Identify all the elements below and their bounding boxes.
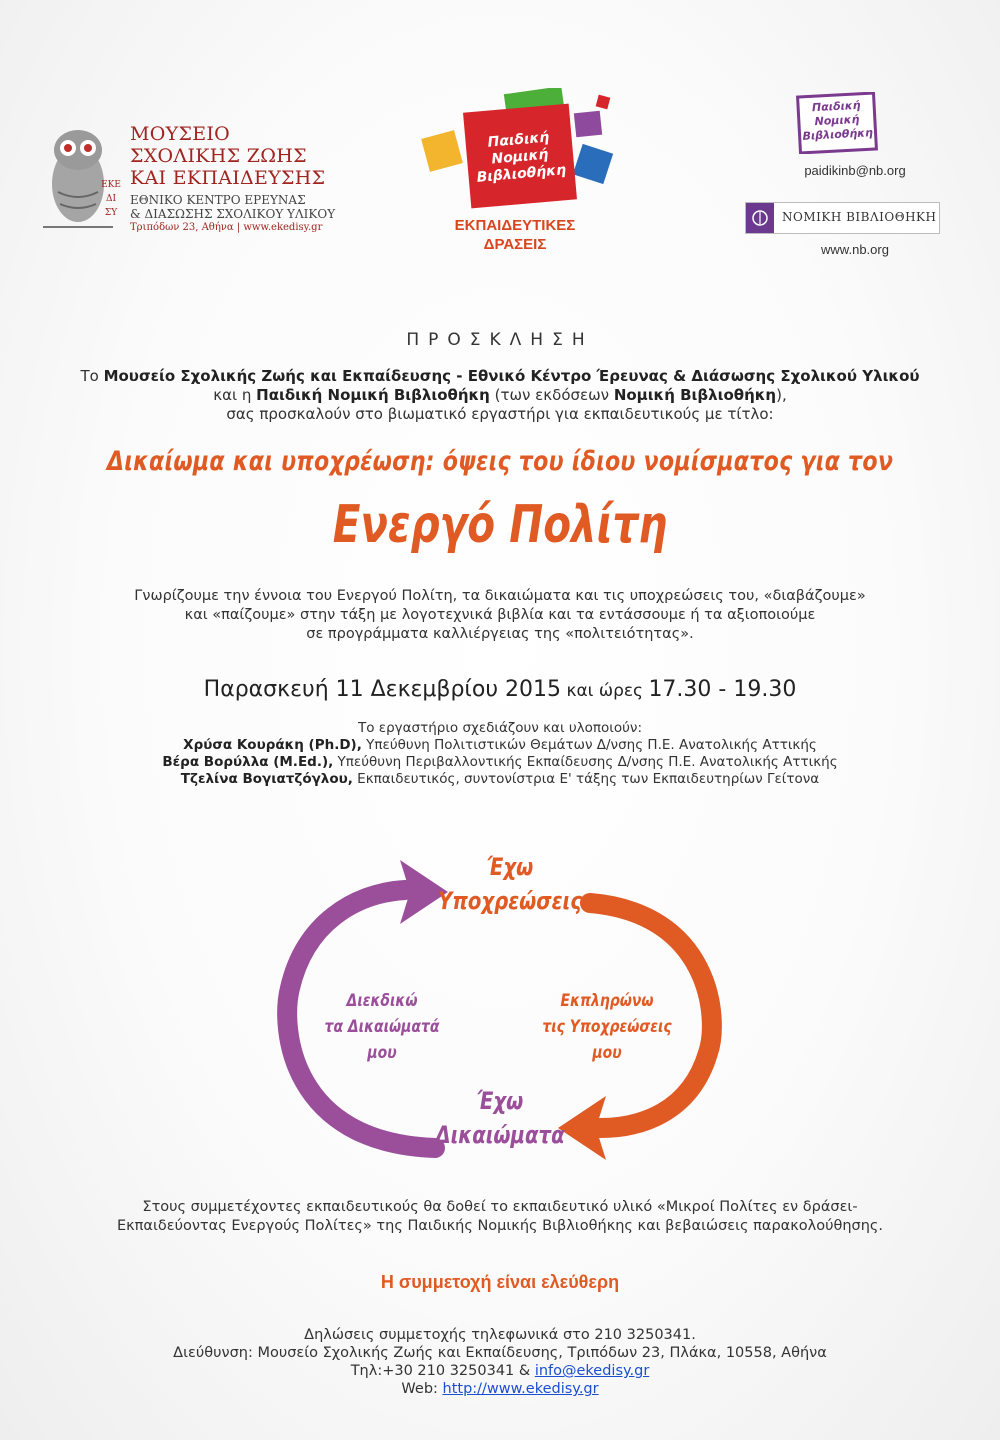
label-line: Διεκδικώ bbox=[346, 991, 418, 1011]
museum-subtitle-line: & ΔΙΑΣΩΣΗΣ ΣΧΟΛΙΚΟΥ ΥΛΙΚΟΥ bbox=[130, 207, 336, 221]
museum-subtitle-line: ΕΘΝΙΚΟ ΚΕΝΤΡΟ ΕΡΕΥΝΑΣ bbox=[130, 193, 306, 207]
label-have-rights bbox=[418, 1084, 582, 1152]
badge-text: ΝΟΜΙΚΗ ΒΙΒΛΙΟΘΗΚΗ bbox=[782, 210, 937, 224]
logo-text-line: Παιδική bbox=[487, 129, 550, 151]
small-logo-line: Βιβλιοθήκη bbox=[802, 126, 874, 143]
intro-text: ), bbox=[776, 386, 787, 404]
paidiki-nomiki-small-logo bbox=[795, 92, 879, 154]
material-line: Στους συμμετέχοντες εκπαιδευτικούς θα δοθεί το εκπαιδευτικό υλικό «Μικροί Πολίτες εν δράσει- bbox=[142, 1199, 858, 1215]
label-line: Δικαιώματα bbox=[435, 1121, 565, 1149]
intro-text: σας προσκαλούν στο βιωματικό εργαστήρι για εκπαιδευτικούς με τίτλο: bbox=[226, 405, 774, 423]
museum-title-line: ΚΑΙ ΕΚΠΑΙΔΕΥΣΗΣ bbox=[130, 167, 326, 189]
right-website[interactable]: www.nb.org bbox=[821, 242, 889, 257]
organizers-intro: Το εργαστήριο σχεδιάζουν και υλοποιούν: bbox=[358, 720, 642, 736]
organizer-row bbox=[0, 754, 1000, 771]
organizer-name: Τζελίνα Βογιατζόγλου, bbox=[180, 771, 353, 787]
label-have-obligations bbox=[436, 850, 584, 918]
scales-icon bbox=[746, 203, 774, 233]
contact-email-link[interactable]: info@ekedisy.gr bbox=[534, 1363, 650, 1379]
organizer-row bbox=[0, 737, 1000, 754]
description-line: Γνωρίζουμε την έννοια του Ενεργού Πολίτη, τα δικαιώματα και τις υποχρεώσεις του, «διαβάζουμε» bbox=[134, 588, 866, 604]
organizer-role: Εκπαιδευτικός, συντονίστρια Ε' τάξης των Εκπαιδευτηρίων Γείτονα bbox=[352, 771, 820, 787]
intro-publisher-name: Νομική Βιβλιοθήκη bbox=[613, 386, 777, 404]
small-logo-line: Παιδική bbox=[811, 98, 861, 115]
workshop-title-line2: Ενεργό Πολίτη bbox=[332, 495, 668, 555]
material-note bbox=[0, 1198, 1000, 1236]
date-connector: και ώρες bbox=[561, 681, 649, 701]
organizer-name: Χρύσα Κουράκη (Ph.D), bbox=[183, 737, 362, 753]
owl-tag-line: ΣΥ bbox=[104, 208, 118, 218]
label-line: τα Δικαιώματά μου bbox=[324, 1017, 440, 1063]
intro-text: Το bbox=[80, 367, 104, 385]
museum-title-line: ΜΟΥΣΕΙΟ bbox=[130, 123, 231, 145]
organizers bbox=[0, 720, 1000, 788]
label-line: τις Υποχρεώσεις μου bbox=[542, 1017, 672, 1063]
label-line: Υποχρεώσεις bbox=[438, 887, 582, 915]
intro-text: (των εκδόσεων bbox=[489, 386, 614, 404]
owl-tag-line: ΔΙ bbox=[105, 194, 117, 204]
invitation-intro bbox=[0, 367, 1000, 424]
intro-library-name: Παιδική Νομική Βιβλιοθήκη bbox=[256, 386, 490, 404]
contact-line: Δηλώσεις συμμετοχής τηλεφωνικά στο 210 3250341. bbox=[304, 1327, 696, 1343]
free-participation: Η συμμετοχή είναι ελεύθερη bbox=[380, 1272, 620, 1292]
label-line: Έχω bbox=[486, 853, 534, 881]
workshop-date bbox=[0, 677, 1000, 702]
organizer-role: Υπεύθυνη Περιβαλλοντικής Εκπαίδευσης Δ/νσης Π.Ε. Ανατολικής Αττικής bbox=[333, 754, 838, 770]
contact-web-link[interactable]: http://www.ekedisy.gr bbox=[442, 1381, 599, 1397]
contact-phone: Τηλ:+30 210 3250341 & bbox=[350, 1363, 535, 1379]
nomiki-vivliothiki-badge bbox=[745, 202, 940, 234]
label-fulfil-obligations bbox=[529, 988, 685, 1066]
intro-text: και η bbox=[213, 386, 257, 404]
contact-web-label: Web: bbox=[401, 1381, 443, 1397]
paidiki-nomiki-logo bbox=[415, 88, 615, 268]
right-email[interactable]: paidikinb@nb.org bbox=[804, 163, 906, 178]
contact-info bbox=[0, 1326, 1000, 1398]
label-line: Έχω bbox=[476, 1087, 524, 1115]
material-line: Εκπαιδεύοντας Ενεργούς Πολίτες» της Παιδικής Νομικής Βιβλιοθήκης και βεβαιώσεις παρακολούθησης. bbox=[116, 1218, 884, 1234]
museum-address: Τριπόδων 23, Αθήνα | www.ekedisy.gr bbox=[130, 222, 323, 233]
workshop-title-line1: Δικαίωμα και υποχρέωση: όψεις του ίδιου νομίσματος για τον bbox=[106, 446, 894, 477]
date-day: Παρασκευή 11 Δεκεμβρίου 2015 bbox=[203, 677, 562, 702]
label-line: Εκπληρώνω bbox=[560, 991, 654, 1011]
museum-title-line: ΣΧΟΛΙΚΗΣ ΖΩΗΣ bbox=[130, 145, 307, 167]
workshop-description bbox=[0, 587, 1000, 644]
logo-text-line: Βιβλιοθήκη bbox=[476, 162, 567, 186]
description-line: και «παίζουμε» στην τάξη με λογοτεχνικά βιβλία και τα εντάσσουμε ή τα αξιοποιούμε bbox=[184, 607, 816, 623]
rights-obligations-cycle bbox=[270, 838, 730, 1178]
small-logo-line: Νομική bbox=[814, 112, 860, 129]
logo-text-line: Νομική bbox=[490, 146, 550, 168]
organizer-row bbox=[0, 771, 1000, 788]
invitation-heading: ΠΡΟΣΚΛΗΣΗ bbox=[406, 330, 594, 350]
organizer-role: Υπεύθυνη Πολιτιστικών Θεμάτων Δ/νσης Π.Ε. Ανατολικής Αττικής bbox=[361, 737, 817, 753]
label-claim-rights bbox=[308, 988, 456, 1066]
contact-line: Διεύθυνση: Μουσείο Σχολικής Ζωής και Εκπαίδευσης, Τριπόδων 23, Πλάκα, 10558, Αθήνα bbox=[173, 1345, 827, 1361]
description-line: σε προγράμματα καλλιέργειας της «πολιτειότητας». bbox=[306, 626, 694, 642]
museum-logo bbox=[38, 122, 368, 242]
organizer-name: Βέρα Βορύλλα (M.Ed.), bbox=[162, 754, 334, 770]
owl-tag-line: ΕΚΕ bbox=[101, 180, 121, 190]
intro-museum-name: Μουσείο Σχολικής Ζωής και Εκπαίδευσης - Εθνικό Κέντρο Έρευνας & Διάσωσης Σχολικού Υλικού bbox=[103, 367, 920, 385]
educational-actions-label: ΔΡΑΣΕΙΣ bbox=[483, 236, 547, 253]
educational-actions-label: ΕΚΠΑΙΔΕΥΤΙΚΕΣ bbox=[454, 217, 576, 234]
date-time: 17.30 - 19.30 bbox=[648, 677, 797, 702]
